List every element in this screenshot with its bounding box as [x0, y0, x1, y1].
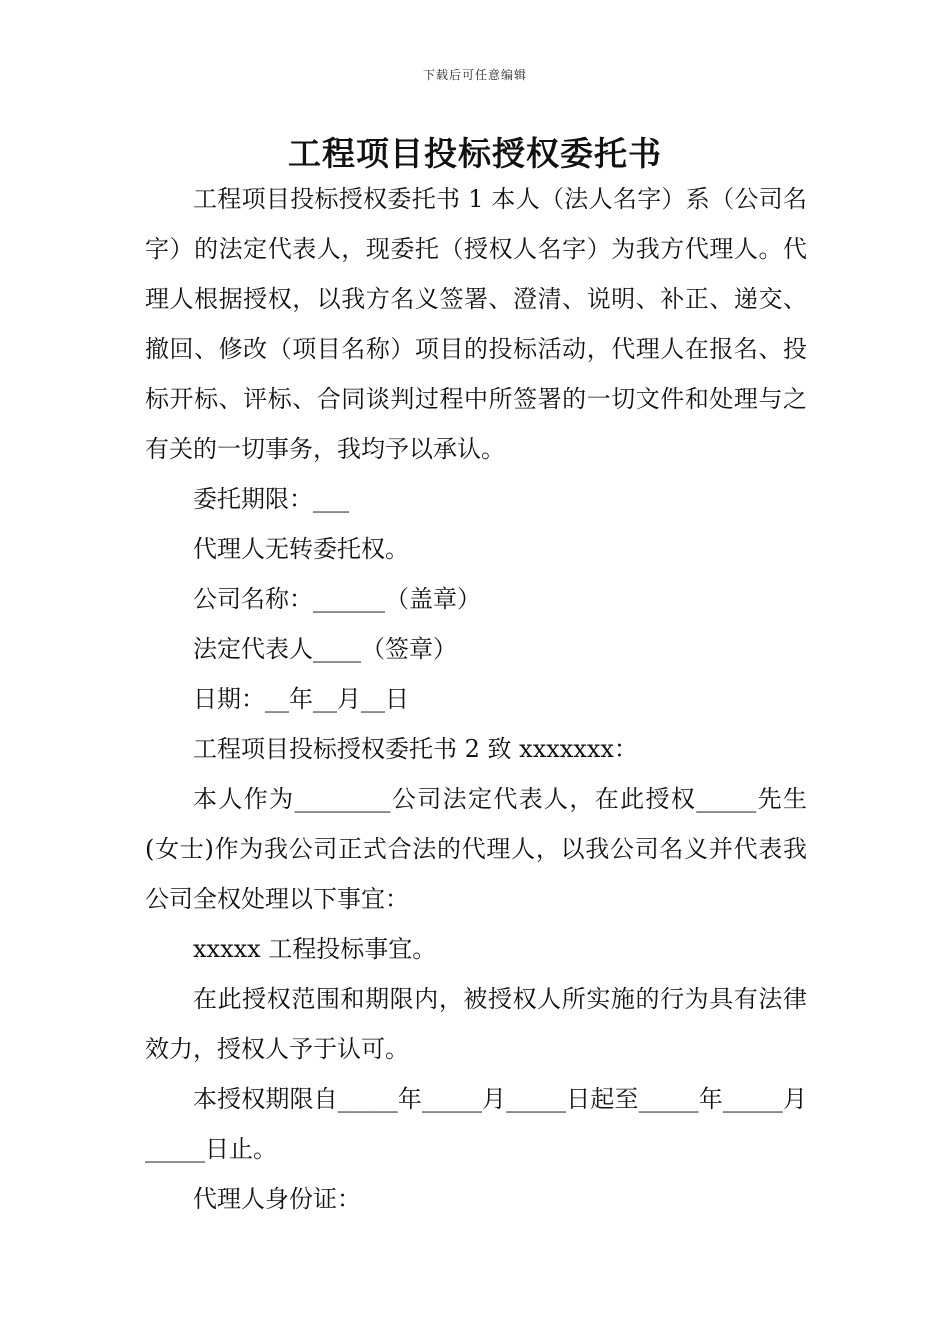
header-note: 下载后可任意编辑	[422, 68, 527, 82]
paragraph-authorization: 本人作为________公司法定代表人，在此授权_____先生(女士)作为我公司正式合法的代理人，以我公司名义并代表我公司全权处理以下事宜：	[145, 785, 807, 913]
document-body	[145, 174, 807, 1224]
paragraph-company-name: 公司名称：______（盖章）	[193, 585, 481, 613]
paragraph-date: 日期：__年__月__日	[193, 685, 409, 713]
document-title: 工程项目投标授权委托书	[288, 134, 662, 173]
paragraph-agent-id: 代理人身份证：	[193, 1185, 361, 1213]
paragraph-letter-2-heading: 工程项目投标授权委托书 2 致 xxxxxxx：	[193, 735, 638, 763]
paragraph-matter: xxxxx 工程投标事宜。	[193, 935, 437, 963]
paragraph-intro: 工程项目投标授权委托书 1 本人（法人名字）系（公司名字）的法定代表人，现委托（授权人名字）为我方代理人。代理人根据授权，以我方名义签署、澄清、说明、补正、递交、撤回、修改（项目名称）项目的投标活动，代理人在报名、投标开标、评标、合同谈判过程中所签署的一切文件和处理与之有关的一切事务，我均予以承认。	[145, 185, 807, 463]
paragraph-term: 委托期限：___	[193, 485, 349, 513]
paragraph-no-subdelegation: 代理人无转委托权。	[193, 535, 409, 563]
paragraph-legal-rep: 法定代表人____（签章）	[193, 635, 457, 663]
paragraph-legal-effect: 在此授权范围和期限内，被授权人所实施的行为具有法律效力，授权人予于认可。	[145, 985, 807, 1063]
paragraph-period: 本授权期限自_____年_____月_____日起至_____年_____月_____日止。	[145, 1085, 807, 1163]
